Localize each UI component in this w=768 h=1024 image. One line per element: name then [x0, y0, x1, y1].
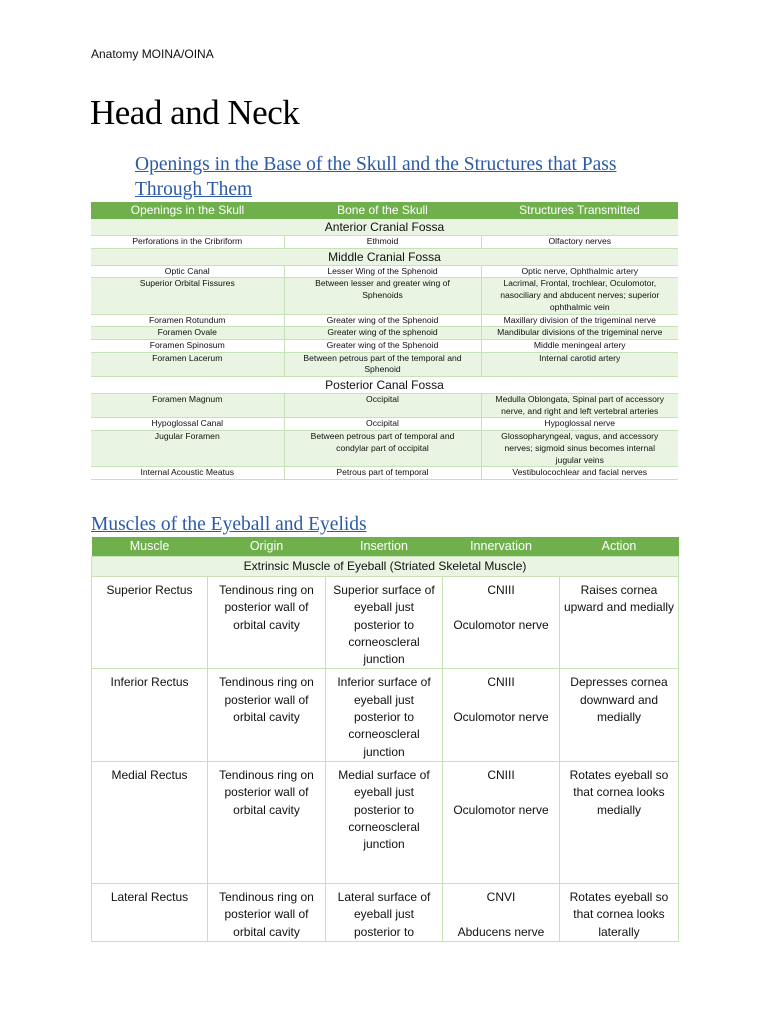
subheader-cell: Extrinsic Muscle of Eyeball (Striated Skeletal Muscle) [92, 557, 679, 577]
table-row [91, 236, 678, 249]
innervation-cell [443, 883, 560, 941]
bone-cell: Between petrous part of temporal and condylar part of occipital [284, 431, 481, 467]
nerve-name: Oculomotor nerve [453, 802, 549, 817]
origin-cell: Tendinous ring on posterior wall of orbital cavity [208, 577, 326, 669]
table-row [91, 265, 678, 278]
table-header-row [92, 537, 679, 557]
table-header-row [91, 202, 678, 219]
document-header: Anatomy MOINA/OINA [91, 47, 214, 61]
opening-cell: Foramen Lacerum [91, 352, 284, 376]
structures-cell: Medulla Oblongata, Spinal part of accessory nerve, and right and left vertebral arteries [481, 394, 678, 418]
action-cell: Rotates eyeball so that cornea looks laterally [560, 883, 679, 941]
muscle-cell: Inferior Rectus [92, 669, 208, 761]
table-row [91, 314, 678, 327]
opening-cell: Internal Acoustic Meatus [91, 467, 284, 480]
insertion-cell: Medial surface of eyeball just posterior to corneoscleral junction [326, 761, 443, 883]
table-row [91, 278, 678, 314]
bone-cell: Occipital [284, 394, 481, 418]
innervation-cell [443, 577, 560, 669]
structures-cell: Vestibulocochlear and facial nerves [481, 467, 678, 480]
origin-cell: Tendinous ring on posterior wall of orbital cavity [208, 669, 326, 761]
bone-cell: Between petrous part of the temporal and Sphenoid [284, 352, 481, 376]
table-row [91, 394, 678, 418]
insertion-cell: Lateral surface of eyeball just posterior to [326, 883, 443, 941]
nerve-name: Oculomotor nerve [453, 710, 549, 725]
nerve-name: Abducens nerve [457, 924, 545, 939]
page-title: Head and Neck [90, 93, 300, 132]
opening-cell: Superior Orbital Fissures [91, 278, 284, 314]
structures-cell: Hypoglossal nerve [481, 418, 678, 431]
opening-cell: Foramen Spinosum [91, 339, 284, 352]
opening-cell: Foramen Rotundum [91, 314, 284, 327]
origin-cell: Tendinous ring on posterior wall of orbital cavity [208, 761, 326, 883]
table-row [92, 883, 679, 941]
cranial-nerve: CNIII [487, 675, 515, 690]
bone-cell: Ethmoid [284, 236, 481, 249]
section1-heading [135, 152, 616, 202]
opening-cell: Foramen Magnum [91, 394, 284, 418]
muscle-cell: Superior Rectus [92, 577, 208, 669]
bone-cell: Greater wing of the sphenoid [284, 327, 481, 340]
table-row [91, 327, 678, 340]
muscle-cell: Medial Rectus [92, 761, 208, 883]
muscle-cell: Lateral Rectus [92, 883, 208, 941]
innervation-cell [443, 669, 560, 761]
structures-cell: Internal carotid artery [481, 352, 678, 376]
opening-cell: Hypoglossal Canal [91, 418, 284, 431]
table-row [91, 467, 678, 480]
structures-cell: Middle meningeal artery [481, 339, 678, 352]
column-header: Origin [208, 537, 326, 557]
bone-cell: Occipital [284, 418, 481, 431]
innervation-cell [443, 761, 560, 883]
bone-cell: Lesser Wing of the Sphenoid [284, 265, 481, 278]
subheader-row [92, 557, 679, 577]
eye-muscles-table [91, 537, 679, 942]
bone-cell: Between lesser and greater wing of Sphenoids [284, 278, 481, 314]
bone-cell: Greater wing of the Sphenoid [284, 314, 481, 327]
skull-openings-table [91, 202, 678, 480]
action-cell: Raises cornea upward and medially [560, 577, 679, 669]
structures-cell: Lacrimal, Frontal, trochlear, Oculomotor, nasociliary and abducent nerves; superior ophthalmic vein [481, 278, 678, 314]
bone-cell: Petrous part of temporal [284, 467, 481, 480]
table-row [92, 669, 679, 761]
column-header: Action [560, 537, 679, 557]
structures-cell: Olfactory nerves [481, 236, 678, 249]
opening-cell: Jugular Foramen [91, 431, 284, 467]
table-row [91, 352, 678, 376]
structures-cell: Glossopharyngeal, vagus, and accessory nerves; sigmoid sinus becomes internal jugular veins [481, 431, 678, 467]
action-cell: Depresses cornea downward and medially [560, 669, 679, 761]
fossa-title: Posterior Canal Fossa [91, 377, 678, 394]
opening-cell: Foramen Ovale [91, 327, 284, 340]
fossa-row [91, 248, 678, 265]
insertion-cell: Inferior surface of eyeball just posterior to corneoscleral junction [326, 669, 443, 761]
fossa-row [91, 377, 678, 394]
column-header: Structures Transmitted [481, 202, 678, 219]
insertion-cell: Superior surface of eyeball just posterior to corneoscleral junction [326, 577, 443, 669]
fossa-row [91, 219, 678, 236]
column-header: Bone of the Skull [284, 202, 481, 219]
table-row [91, 431, 678, 467]
section2-heading-text: Muscles of the Eyeball and Eyelids [91, 514, 367, 535]
table-row [91, 418, 678, 431]
table-row [91, 339, 678, 352]
fossa-title: Anterior Cranial Fossa [91, 219, 678, 236]
column-header: Innervation [443, 537, 560, 557]
section1-heading-line1: Openings in the Base of the Skull and the Structures that Pass [135, 154, 617, 175]
opening-cell: Perforations in the Cribriform [91, 236, 284, 249]
fossa-title: Middle Cranial Fossa [91, 248, 678, 265]
section1-heading-line2: Through Them [135, 179, 253, 200]
cranial-nerve: CNIII [487, 767, 515, 782]
bone-cell: Greater wing of the Sphenoid [284, 339, 481, 352]
structures-cell: Optic nerve, Ophthalmic artery [481, 265, 678, 278]
origin-cell: Tendinous ring on posterior wall of orbital cavity [208, 883, 326, 941]
column-header: Muscle [92, 537, 208, 557]
cranial-nerve: CNVI [486, 889, 516, 904]
column-header: Insertion [326, 537, 443, 557]
nerve-name: Oculomotor nerve [453, 617, 549, 632]
structures-cell: Maxillary division of the trigeminal nerve [481, 314, 678, 327]
section2-heading [91, 512, 367, 537]
table-row [92, 577, 679, 669]
action-cell: Rotates eyeball so that cornea looks medially [560, 761, 679, 883]
table-row [92, 761, 679, 883]
structures-cell: Mandibular divisions of the trigeminal nerve [481, 327, 678, 340]
opening-cell: Optic Canal [91, 265, 284, 278]
column-header: Openings in the Skull [91, 202, 284, 219]
cranial-nerve: CNIII [487, 583, 515, 597]
